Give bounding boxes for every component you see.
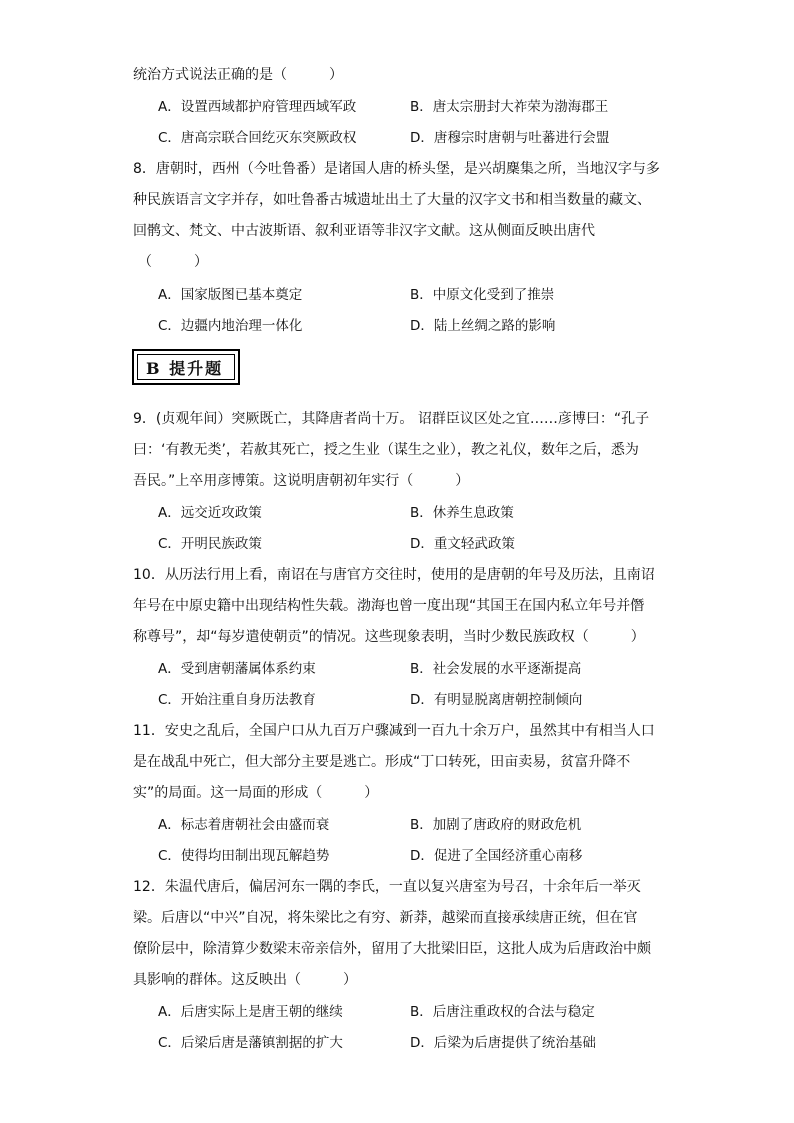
q8-stem-line-2: 种民族语言文字并存，如吐鲁番古城遗址出土了大量的汉字文书和相当数量的藏文、 [133, 192, 651, 208]
q12-stem-line-2: 梁。后唐以“中兴”自况，将朱梁比之有穷、新莽，越梁而直接承续唐正统，但在官 [133, 910, 638, 926]
q10-stem-line-2: 年号在中原史籍中出现结构性失载。渤海也曾一度出现“其国王在国内私立年号并僭 [133, 598, 645, 614]
q9-option-b[interactable]: B．休养生息政策 [410, 505, 514, 521]
q7-option-c[interactable]: C．唐高宗联合回纥灭东突厥政权 [158, 130, 357, 146]
q12-option-d[interactable]: D．后梁为后唐提供了统治基础 [410, 1035, 596, 1051]
q12-stem-line-1: 12．朱温代唐后，偏居河东一隅的李氏，一直以复兴唐室为号召，十余年后一举灭 [133, 879, 641, 895]
q10-option-a[interactable]: A．受到唐朝藩属体系约束 [158, 661, 316, 677]
q9-option-d[interactable]: D．重文轻武政策 [410, 536, 515, 552]
q10-option-d[interactable]: D．有明显脱离唐朝控制倾向 [410, 692, 583, 708]
q12-option-a[interactable]: A．后唐实际上是唐王朝的继续 [158, 1004, 343, 1020]
q12-option-b[interactable]: B．后唐注重政权的合法与稳定 [410, 1004, 595, 1020]
q11-option-d[interactable]: D．促进了全国经济重心南移 [410, 848, 583, 864]
section-header-label: B 提升题 [137, 354, 235, 380]
q11-stem-line-2: 是在战乱中死亡，但大部分主要是逃亡。形成“丁口转死，田亩卖易，贫富升降不 [133, 754, 631, 770]
q12-stem-line-3: 僚阶层中，除清算少数梁末帝亲信外，留用了大批梁旧臣，这批人成为后唐政治中颇 [133, 941, 651, 957]
q8-option-d[interactable]: D．陆上丝绸之路的影响 [410, 318, 556, 334]
q10-stem-line-1: 10．从历法行用上看，南诏在与唐官方交往时，使用的是唐朝的年号及历法，且南诏 [133, 567, 655, 583]
q9-stem-line-3: 吾民。”上卒用彦博策。这说明唐朝初年实行（ ） [133, 473, 470, 489]
q8-stem-line-3: 回鹘文、梵文、中古波斯语、叙利亚语等非汉字文献。这从侧面反映出唐代 [133, 223, 595, 239]
q10-stem-line-3: 称尊号”，却“每岁遣使朝贡”的情况。这些现象表明，当时少数民族政权（ ） [133, 629, 645, 645]
q7-stem-line-1: 统治方式说法正确的是（ ） [133, 67, 343, 83]
q12-option-c[interactable]: C．后梁后唐是藩镇割据的扩大 [158, 1035, 343, 1051]
q10-option-b[interactable]: B．社会发展的水平逐渐提高 [410, 661, 582, 677]
q7-option-a[interactable]: A．设置西域都护府管理西域军政 [158, 99, 357, 115]
q10-option-c[interactable]: C．开始注重自身历法教育 [158, 692, 316, 708]
q9-option-a[interactable]: A．远交近攻政策 [158, 505, 262, 521]
q11-stem-line-1: 11．安史之乱后，全国户口从九百万户骤减到一百九十余万户，虽然其中有相当人口 [133, 723, 655, 739]
q7-option-d[interactable]: D．唐穆宗时唐朝与吐蕃进行会盟 [410, 130, 610, 146]
q8-option-b[interactable]: B．中原文化受到了推崇 [410, 287, 555, 303]
q8-option-c[interactable]: C．边疆内地治理一体化 [158, 318, 303, 334]
q11-option-b[interactable]: B．加剧了唐政府的财政危机 [410, 817, 582, 833]
q8-option-a[interactable]: A．国家版图已基本奠定 [158, 287, 303, 303]
q9-option-c[interactable]: C．开明民族政策 [158, 536, 262, 552]
q8-stem-line-1: 8．唐朝时，西州（今吐鲁番）是诸国人唐的桥头堡，是兴胡麇集之所，当地汉字与多 [133, 161, 660, 177]
q11-option-c[interactable]: C．使得均田制出现瓦解趋势 [158, 848, 330, 864]
q7-option-b[interactable]: B．唐太宗册封大祚荣为渤海郡王 [410, 99, 609, 115]
q9-stem-line-1: 9．(贞观年间）突厥既亡，其降唐者尚十万。 诏群臣议区处之宜……彦博曰：“孔子 [133, 411, 650, 427]
q8-stem-line-4: （ ） [138, 254, 208, 270]
q11-stem-line-3: 实”的局面。这一局面的形成（ ） [133, 785, 379, 801]
q9-stem-line-2: 曰：‘有教无类’，若赦其死亡，授之生业（谋生之业），教之礼仪，数年之后，悉为 [133, 442, 639, 458]
q12-stem-line-4: 具影响的群体。这反映出（ ） [133, 972, 357, 988]
section-header-box [132, 349, 240, 385]
q11-option-a[interactable]: A．标志着唐朝社会由盛而衰 [158, 817, 330, 833]
